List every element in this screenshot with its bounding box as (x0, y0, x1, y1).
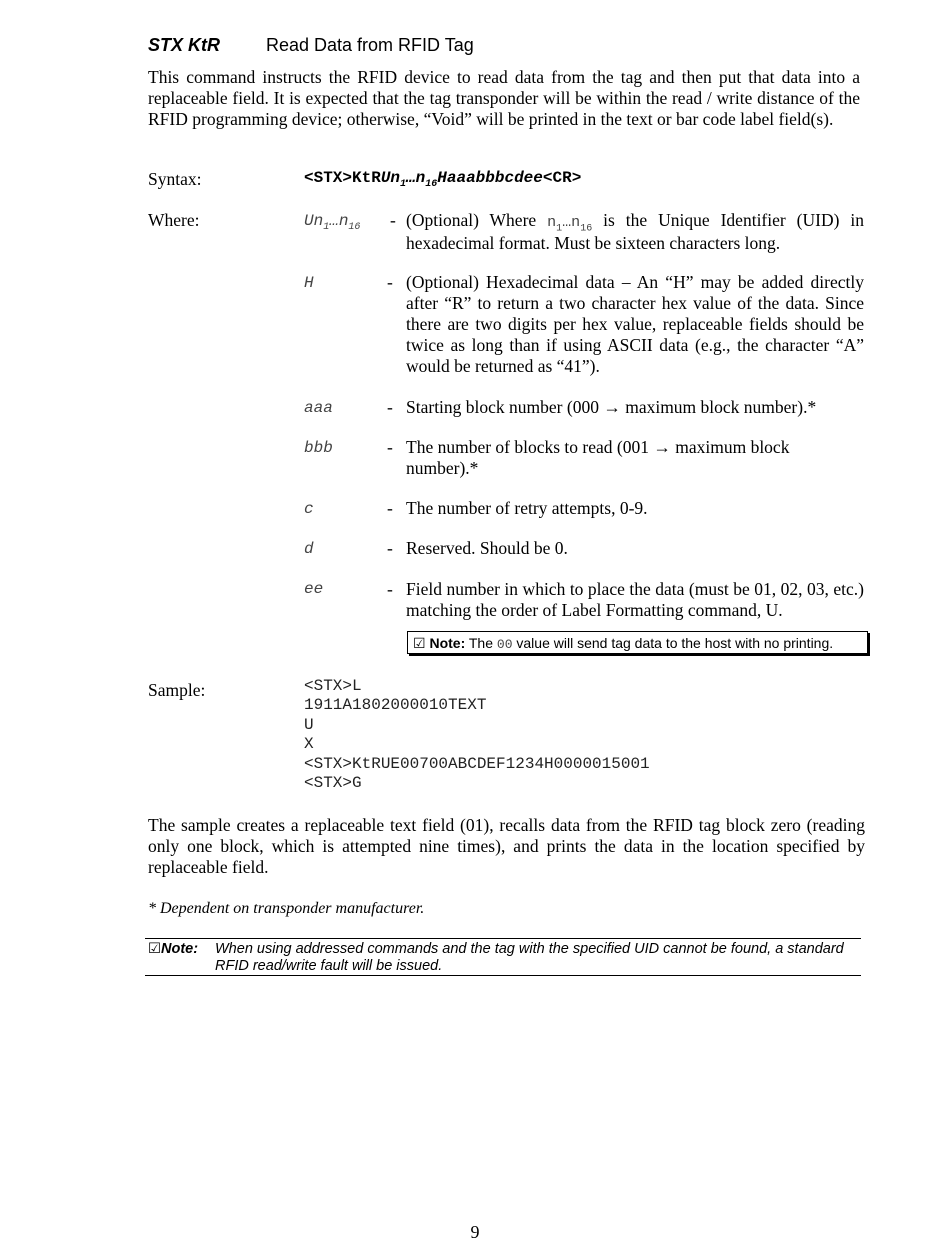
param-desc-h: (Optional) Hexadecimal data – An “H” may be added directly after “R” to return a two character hex value of the data. Since there are two digits per hex value, replaceable fields should be twice as long than if using ASCII data (e.g., the character “A” would be returned as “41”). (406, 272, 864, 376)
uid-desc-n: n (547, 214, 557, 231)
syntax-var-n: n (415, 169, 426, 187)
param-uid-un: Un (304, 212, 324, 230)
checkbox-icon: ☑ (148, 941, 161, 957)
field-note-before: The (468, 635, 497, 651)
syntax-ellipsis: … (406, 169, 416, 187)
intro-paragraph: This command instructs the RFID device to read data from the tag and then put that data into a replaceable field. It is expected that the tag transponder will be within the read / write distance of the RFID programming device; otherwise, “Void” will be printed in the text or bar code label field(s). (148, 67, 860, 129)
bottom-note-label: Note: (161, 941, 199, 957)
bottom-note (145, 938, 861, 976)
where-label: Where: (148, 210, 200, 230)
field-note-box (407, 631, 868, 654)
uid-desc-sub16: 16 (580, 223, 593, 235)
field-note-after: value will send tag data to the host with no printing. (512, 635, 834, 651)
param-uid-ellipsis: …n (329, 212, 349, 230)
command-heading: STX KtR (148, 35, 220, 55)
syntax-sub-1: 1 (400, 179, 407, 191)
uid-desc-before: (Optional) Where (406, 210, 548, 230)
param-dash: - (387, 579, 393, 599)
param-name-d: d (304, 540, 314, 558)
page-number: 9 (470, 1222, 480, 1242)
field-note-code: 00 (496, 637, 513, 652)
param-desc-bbb: The number of blocks to read (001 → maximum block number).* (406, 437, 790, 478)
syntax-suffix-italic: Haaabbbcdee (437, 169, 543, 187)
field-note-label: Note: (429, 635, 466, 651)
param-desc-aaa: Starting block number (000 → maximum block number).* (406, 397, 817, 417)
param-name-uid (304, 212, 361, 234)
param-dash: - (387, 498, 393, 518)
param-desc-uid (406, 210, 864, 254)
footnote: * Dependent on transponder manufacturer. (148, 900, 425, 917)
param-name-h: H (304, 274, 314, 292)
uid-desc-n16: …n (562, 214, 581, 231)
param-name-ee: ee (304, 580, 324, 598)
param-uid-sub1: 1 (323, 222, 330, 234)
param-desc-ee: Field number in which to place the data (must be 01, 02, 03, etc.) matching the order of Label Formatting command, U. (406, 579, 864, 620)
param-dash: - (390, 210, 396, 230)
param-dash: - (387, 437, 393, 457)
sample-label: Sample: (148, 680, 206, 700)
uid-desc-sub1: 1 (556, 223, 563, 235)
param-dash: - (387, 272, 393, 292)
command-title: Read Data from RFID Tag (266, 35, 474, 55)
syntax-command (304, 169, 582, 191)
syntax-var-u: Un (380, 169, 401, 187)
checkbox-icon: ☑ (413, 636, 426, 652)
param-dash: - (387, 538, 393, 558)
param-dash: - (387, 397, 393, 417)
param-name-bbb: bbb (304, 439, 333, 457)
param-uid-sub16: 16 (348, 222, 361, 234)
syntax-label: Syntax: (148, 169, 202, 189)
sample-explanation: The sample creates a replaceable text field (01), recalls data from the RFID tag block zero (reading only one block, which is attempted nine times), and prints the data in the location specified by replaceable field. (148, 815, 865, 877)
sample-code: <STX>L 1911A1802000010TEXT U X <STX>KtRUE00700ABCDEF1234H0000015001 <STX>G (304, 677, 650, 793)
param-desc-d: Reserved. Should be 0. (406, 538, 568, 558)
param-desc-c: The number of retry attempts, 0-9. (406, 498, 648, 518)
syntax-sub-16: 16 (425, 179, 438, 191)
bottom-note-text: When using addressed commands and the tag with the specified UID cannot be found, a standard RFID read/write fault will be issued. (215, 941, 844, 974)
param-name-aaa: aaa (304, 399, 333, 417)
param-name-c: c (304, 500, 314, 518)
syntax-suffix: <CR> (542, 169, 582, 187)
syntax-prefix: <STX>KtR (304, 169, 381, 187)
bottom-note-heading (148, 941, 198, 957)
uid-desc-after: is the Unique Identifier (UID) in hexadecimal format. Must be sixteen characters long. (406, 210, 865, 253)
